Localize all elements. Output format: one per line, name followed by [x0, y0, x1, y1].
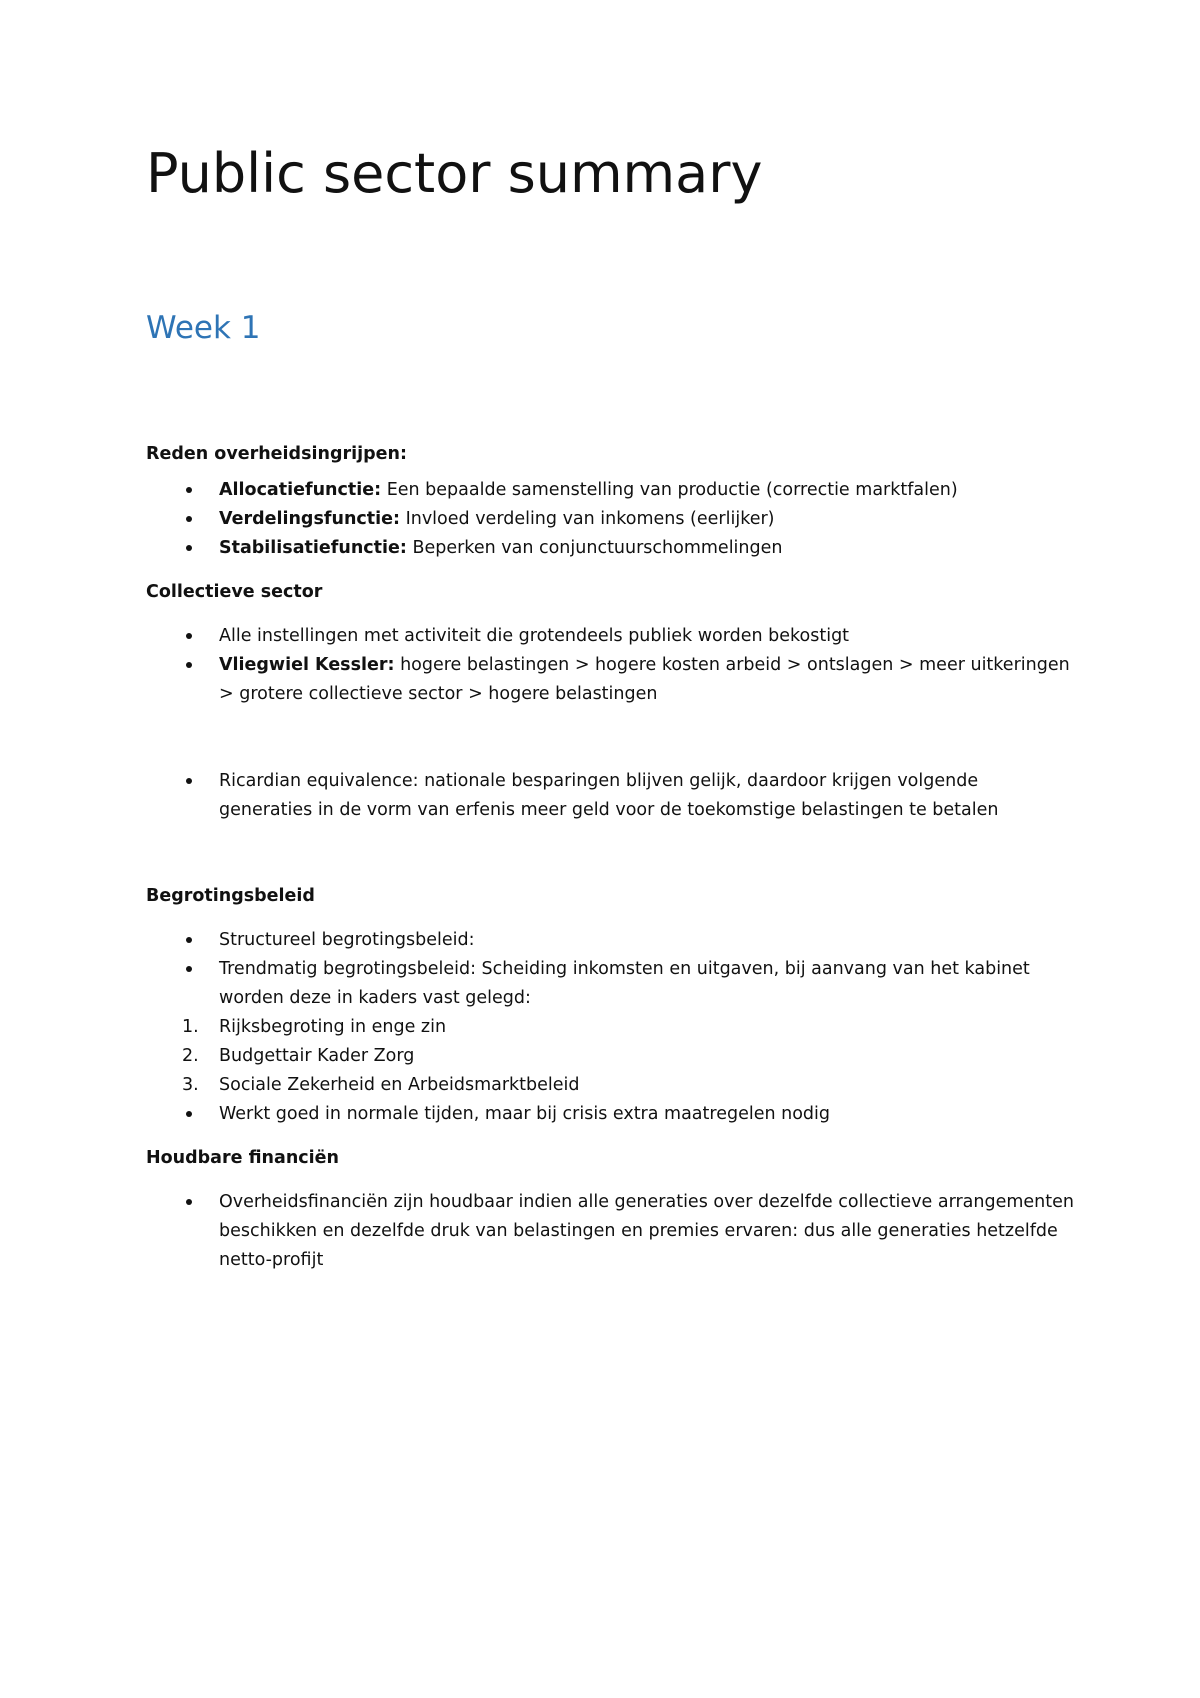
list-houdbaar — [146, 1188, 1076, 1275]
item-text: Werkt goed in normale tijden, maar bij crisis extra maatregelen nodig — [219, 1104, 831, 1124]
term-label: Verdelingsfunctie: — [219, 509, 401, 529]
list-item — [146, 476, 1076, 505]
item-text: Ricardian equivalence: nationale besparingen blijven gelijk, daardoor krijgen volgende generaties in de vorm van erfenis meer geld voor de toekomstige belastingen te betalen — [219, 771, 999, 820]
item-number: 1. — [182, 1017, 199, 1037]
numbered-list-begroting — [146, 1013, 1076, 1100]
section-heading-collectieve: Collectieve sector — [146, 582, 323, 602]
week-heading: Week 1 — [146, 310, 261, 346]
list-item — [146, 505, 1076, 534]
term-label: Vliegwiel Kessler: — [219, 655, 395, 675]
list-begroting-after — [146, 1100, 1076, 1129]
item-text: Budgettair Kader Zorg — [219, 1046, 415, 1066]
list-begroting — [146, 926, 1076, 1013]
list-item — [146, 1188, 1076, 1275]
item-text: Invloed verdeling van inkomens (eerlijker) — [400, 509, 775, 529]
document-body — [146, 440, 1076, 1275]
numbered-item — [146, 1071, 1076, 1100]
term-label: Stabilisatiefunctie: — [219, 538, 407, 558]
numbered-item — [146, 1042, 1076, 1071]
section-heading-begroting: Begrotingsbeleid — [146, 886, 315, 906]
list-item — [146, 955, 1076, 1013]
list-item — [146, 767, 1076, 825]
item-text: Sociale Zekerheid en Arbeidsmarktbeleid — [219, 1075, 580, 1095]
list-reden — [146, 476, 1076, 563]
item-text: Overheidsfinanciën zijn houdbaar indien alle generaties over dezelfde collectieve arrangementen beschikken en dezelfde druk van belastingen en premies ervaren: dus alle generaties hetzelfde netto-profijt — [219, 1192, 1074, 1270]
list-item — [146, 534, 1076, 563]
list-item — [146, 622, 1076, 651]
item-number: 3. — [182, 1075, 199, 1095]
item-text: Een bepaalde samenstelling van productie (correctie marktfalen) — [381, 480, 958, 500]
item-text: Structureel begrotingsbeleid: — [219, 930, 475, 950]
item-number: 2. — [182, 1046, 199, 1066]
item-text: Rijksbegroting in enge zin — [219, 1017, 447, 1037]
list-item — [146, 1100, 1076, 1129]
item-text: Beperken van conjunctuurschommelingen — [406, 538, 783, 558]
section-heading-reden: Reden overheidsingrijpen: — [146, 444, 407, 464]
list-item — [146, 651, 1076, 709]
numbered-item — [146, 1013, 1076, 1042]
document-title: Public sector summary — [146, 142, 763, 205]
list-item — [146, 926, 1076, 955]
item-text: Alle instellingen met activiteit die grotendeels publiek worden bekostigt — [219, 626, 850, 646]
item-text: Trendmatig begrotingsbeleid: Scheiding inkomsten en uitgaven, bij aanvang van het kabinet worden deze in kaders vast gelegd: — [219, 959, 1030, 1008]
list-collectieve — [146, 622, 1076, 825]
section-heading-houdbaar: Houdbare financiën — [146, 1148, 339, 1168]
item-text: hogere belastingen > hogere kosten arbeid > ontslagen > meer uitkeringen > grotere collectieve sector > hogere belastingen — [219, 655, 1070, 704]
term-label: Allocatiefunctie: — [219, 480, 382, 500]
